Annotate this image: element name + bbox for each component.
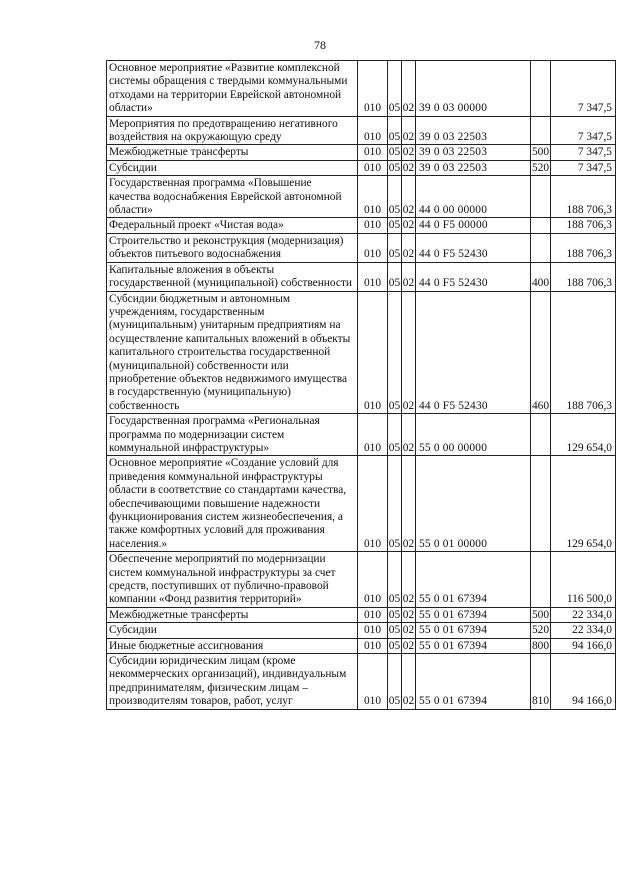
- table-row: [107, 552, 616, 608]
- row-expense-type: 800: [531, 639, 550, 652]
- row-subsection-code: 02: [402, 291, 416, 414]
- row-ministry-code: 010: [358, 552, 388, 608]
- row-target-article: 39 0 03 22503: [416, 116, 531, 145]
- row-subsection-code: 02: [402, 61, 416, 117]
- row-section-code: 05: [388, 414, 402, 456]
- row-subsection-code: 02: [402, 414, 416, 456]
- row-expense-type: 400: [531, 262, 551, 291]
- row-amount: 129 654,0: [551, 456, 616, 552]
- row-ministry-code: 010: [358, 638, 388, 653]
- table-row: [107, 456, 616, 552]
- row-ministry-code: 010: [358, 61, 388, 117]
- row-description: Межбюджетные трансферты: [107, 607, 358, 622]
- row-ministry-code: 010: [358, 654, 388, 710]
- row-section-code: 05: [388, 639, 401, 652]
- row-description: Субсидии бюджетным и автономным учреждениям, государственным (муниципальным) унитарным предприятиям на осуществление капитальных вложений в объекты капитального строительства государственной (муниципальной) собственности или приобретение объектов недвижимого имущества в государственную (муниципальную) собственность: [107, 291, 358, 414]
- row-target-article: 55 0 01 67394: [416, 623, 531, 638]
- table-row: [107, 607, 616, 622]
- row-description: Основное мероприятие «Создание условий для приведения коммунальной инфраструктуры области в соответствие со стандартами качества, обеспечивающими повышение надежности функционирования систем жизнеобеспечения, а также комфортных условий для проживания населения.»: [107, 456, 358, 552]
- row-amount: 188 706,3: [551, 291, 616, 414]
- row-amount: 7 347,5: [551, 61, 616, 117]
- table-row: [107, 654, 616, 710]
- row-section-code: 05: [388, 552, 402, 608]
- row-amount: 22 334,0: [551, 623, 616, 638]
- row-subsection-code: 02: [402, 176, 416, 218]
- row-amount: 22 334,0: [551, 607, 616, 622]
- table-row: [107, 145, 616, 160]
- row-ministry-code: 010: [358, 262, 388, 291]
- row-expense-type: 500: [531, 146, 550, 159]
- row-expense-type: [531, 456, 551, 552]
- row-section-code: 05: [388, 262, 402, 291]
- budget-table: [106, 60, 616, 710]
- row-subsection-code: 02: [402, 456, 416, 552]
- row-ministry-code: 010: [358, 623, 388, 638]
- row-description: Межбюджетные трансферты: [107, 145, 358, 160]
- row-ministry-code: 010: [358, 291, 388, 414]
- row-description: Государственная программа «Региональная программа по модернизации систем коммунальной инфраструктуры»: [107, 414, 358, 456]
- table-row: [107, 638, 616, 653]
- row-target-article: 55 0 01 67394: [416, 654, 531, 710]
- row-ministry-code: 010: [358, 145, 388, 160]
- row-amount: 7 347,5: [551, 145, 616, 160]
- row-description: Основное мероприятие «Развитие комплексной системы обращения с твердыми коммунальными отходами на территории Еврейской автономной области»: [107, 61, 358, 117]
- row-amount: 188 706,3: [551, 176, 616, 218]
- row-description: Строительство и реконструкция (модернизация) объектов питьевого водоснабжения: [107, 233, 358, 262]
- table-row: [107, 218, 616, 233]
- row-amount: 94 166,0: [551, 638, 616, 653]
- row-target-article: 44 0 00 00000: [416, 176, 531, 218]
- row-target-article: 39 0 03 00000: [416, 61, 531, 117]
- table-row: [107, 116, 616, 145]
- row-section-code: 05: [388, 291, 402, 414]
- row-expense-type: [531, 116, 551, 145]
- table-row: [107, 233, 616, 262]
- table-row: [107, 262, 616, 291]
- row-expense-type: 460: [531, 291, 551, 414]
- row-section-code: 05: [388, 146, 401, 159]
- table-row: [107, 414, 616, 456]
- row-subsection-code: 02: [402, 608, 415, 621]
- row-section-code: 05: [388, 654, 402, 710]
- row-subsection-code: 02: [402, 552, 416, 608]
- row-section-code: 05: [388, 116, 402, 145]
- row-ministry-code: 010: [358, 176, 388, 218]
- row-section-code: 05: [388, 161, 401, 174]
- row-expense-type: 520: [531, 161, 550, 174]
- table-row: [107, 61, 616, 117]
- row-expense-type: [531, 233, 551, 262]
- row-subsection-code: 02: [402, 262, 416, 291]
- row-subsection-code: 02: [402, 639, 415, 652]
- row-expense-type: 520: [531, 624, 550, 637]
- row-ministry-code: 010: [358, 414, 388, 456]
- row-expense-type: [531, 61, 551, 117]
- row-description: Государственная программа «Повышение качества водоснабжения Еврейской автономной области»: [107, 176, 358, 218]
- row-amount: 129 654,0: [551, 414, 616, 456]
- row-subsection-code: 02: [402, 116, 416, 145]
- row-section-code: 05: [388, 61, 402, 117]
- row-ministry-code: 010: [358, 160, 388, 175]
- row-subsection-code: 02: [402, 233, 416, 262]
- table-row: [107, 176, 616, 218]
- table-row: [107, 291, 616, 414]
- row-subsection-code: 02: [402, 146, 415, 159]
- row-section-code: 05: [388, 456, 402, 552]
- budget-table-body: [107, 61, 616, 710]
- row-description: Мероприятия по предотвращению негативного воздействия на окружающую среду: [107, 116, 358, 145]
- row-expense-type: [531, 414, 551, 456]
- row-description: Капитальные вложения в объекты государственной (муниципальной) собственности: [107, 262, 358, 291]
- row-expense-type: 500: [531, 608, 550, 621]
- row-amount: 188 706,3: [551, 262, 616, 291]
- row-subsection-code: 02: [402, 161, 415, 174]
- row-section-code: 05: [388, 219, 401, 232]
- row-amount: 7 347,5: [551, 116, 616, 145]
- row-amount: 188 706,3: [551, 218, 616, 233]
- row-description: Субсидии: [107, 623, 358, 638]
- row-description: Субсидии: [107, 160, 358, 175]
- row-target-article: 44 0 F5 52430: [416, 291, 531, 414]
- row-amount: 188 706,3: [551, 233, 616, 262]
- row-section-code: 05: [388, 608, 401, 621]
- row-target-article: 55 0 01 00000: [416, 456, 531, 552]
- table-row: [107, 623, 616, 638]
- row-target-article: 55 0 01 67394: [416, 552, 531, 608]
- row-target-article: 55 0 01 67394: [416, 607, 531, 622]
- row-subsection-code: 02: [402, 654, 416, 710]
- row-target-article: 39 0 03 22503: [416, 160, 531, 175]
- row-expense-type: [531, 552, 551, 608]
- row-description: Федеральный проект «Чистая вода»: [107, 218, 358, 233]
- row-ministry-code: 010: [358, 607, 388, 622]
- row-amount: 7 347,5: [551, 160, 616, 175]
- row-subsection-code: 02: [402, 624, 415, 637]
- row-target-article: 44 0 F5 52430: [416, 262, 531, 291]
- page-number: 78: [314, 38, 326, 52]
- row-section-code: 05: [388, 233, 402, 262]
- row-expense-type: [531, 176, 551, 218]
- row-target-article: 44 0 F5 00000: [416, 218, 531, 233]
- row-ministry-code: 010: [358, 456, 388, 552]
- row-target-article: 44 0 F5 52430: [416, 233, 531, 262]
- row-section-code: 05: [388, 176, 402, 218]
- row-ministry-code: 010: [358, 233, 388, 262]
- row-description: Обеспечение мероприятий по модернизации систем коммунальной инфраструктуры за счет средств, поступивших от публично-правовой компании «Фонд развития территорий»: [107, 552, 358, 608]
- row-target-article: 39 0 03 22503: [416, 145, 531, 160]
- row-target-article: 55 0 00 00000: [416, 414, 531, 456]
- table-row: [107, 160, 616, 175]
- row-target-article: 55 0 01 67394: [416, 638, 531, 653]
- row-description: Иные бюджетные ассигнования: [107, 638, 358, 653]
- row-subsection-code: 02: [402, 219, 415, 232]
- row-amount: 94 166,0: [551, 654, 616, 710]
- row-amount: 116 500,0: [551, 552, 616, 608]
- row-ministry-code: 010: [358, 218, 388, 233]
- row-ministry-code: 010: [358, 116, 388, 145]
- row-expense-type: [531, 218, 551, 233]
- row-description: Субсидии юридическим лицам (кроме некоммерческих организаций), индивидуальным предпринимателям, физическим лицам – производителям товаров, работ, услуг: [107, 654, 358, 710]
- row-section-code: 05: [388, 624, 401, 637]
- row-expense-type: 810: [531, 654, 551, 710]
